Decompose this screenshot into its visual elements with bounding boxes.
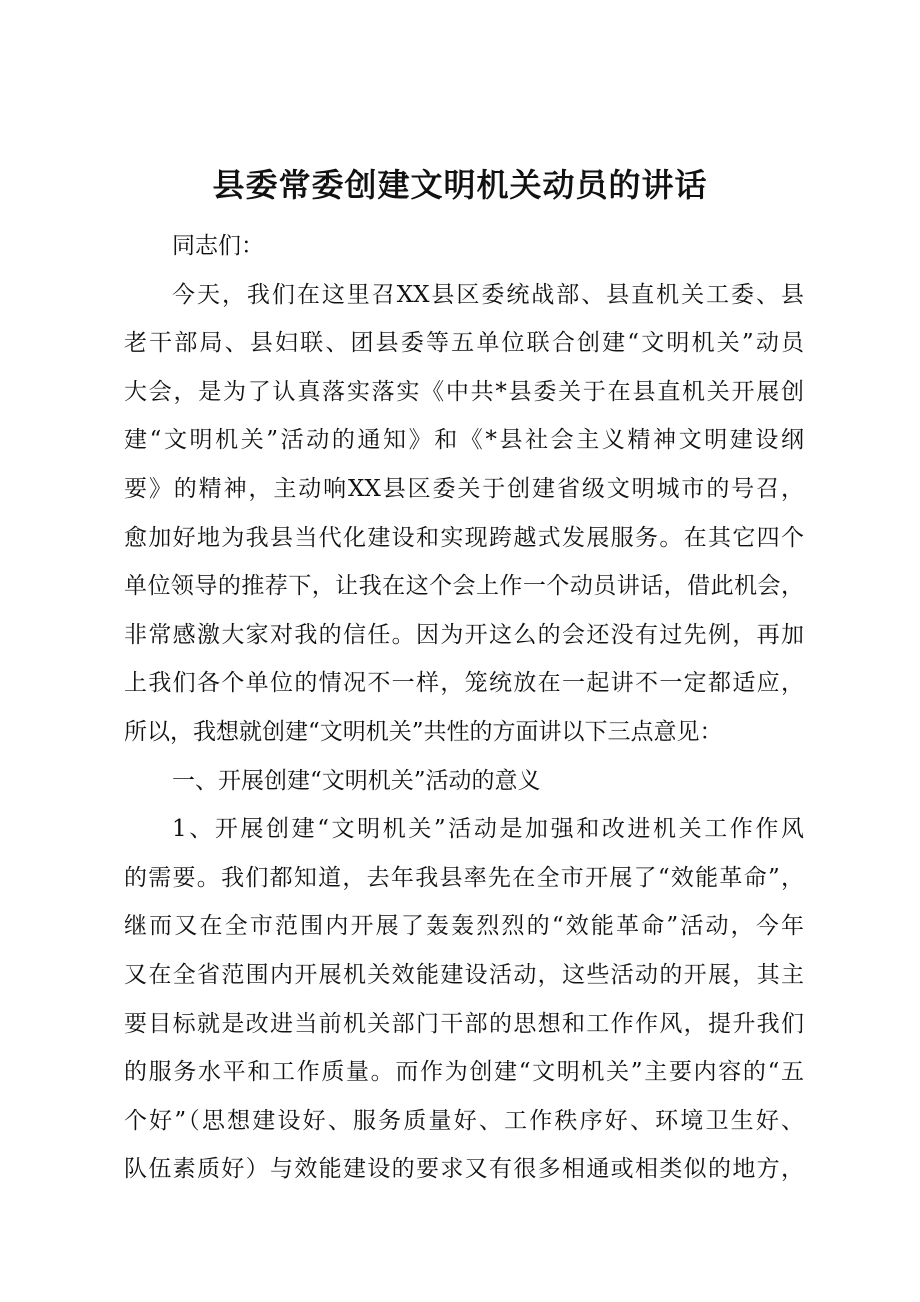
text-line: 个好”（思想建设好、服务质量好、工作秩序好、环境卫生好、 (124, 1107, 804, 1134)
text-line: 非常感激大家对我的信任。因为开这么的会还没有过先例，再加 (124, 621, 804, 648)
text-line: 上我们各个单位的情况不一样，笼统放在一起讲不一定都适应， (124, 670, 804, 697)
text-line: 同志们： (172, 233, 264, 259)
document-body (124, 222, 804, 1194)
text-line: 的需要。我们都知道，去年我县率先在全市开展了“效能革命”， (124, 864, 804, 891)
text-line: 今天，我们在这里召XX县区委统战部、县直机关工委、县 (172, 281, 804, 308)
text-line: 要目标就是改进当前机关部门干部的思想和工作作风，提升我们 (124, 1010, 804, 1037)
text-line: 队伍素质好）与效能建设的要求又有很多相通或相类似的地方， (124, 1156, 804, 1183)
text-line: 大会，是为了认真落实落实《中共*县委关于在县直机关开展创 (124, 378, 804, 405)
text-line: 愈加好地为我县当代化建设和实现跨越式发展服务。在其它四个 (124, 524, 804, 551)
text-line: 建“文明机关”活动的通知》和《*县社会主义精神文明建设纲 (124, 427, 804, 454)
document-title: 县委常委创建文明机关动员的讲话 (212, 166, 708, 204)
text-line: 单位领导的推荐下，让我在这个会上作一个动员讲话，借此机会， (124, 573, 804, 600)
text-line: 1、开展创建“文明机关”活动是加强和改进机关工作作风 (172, 816, 804, 843)
text-line: 要》的精神，主动响XX县区委关于创建省级文明城市的号召， (124, 475, 804, 502)
text-line: 又在全省范围内开展机关效能建设活动，这些活动的开展，其主 (124, 961, 804, 988)
text-line: 继而又在全市范围内开展了轰轰烈烈的“效能革命”活动，今年 (124, 913, 804, 940)
text-line: 一、开展创建“文明机关”活动的意义 (172, 767, 541, 794)
text-line: 老干部局、县妇联、团县委等五单位联合创建“文明机关”动员 (124, 330, 804, 357)
text-line: 的服务水平和工作质量。而作为创建“文明机关”主要内容的“五 (124, 1059, 804, 1086)
text-line: 所以，我想就创建“文明机关”共性的方面讲以下三点意见： (124, 718, 723, 745)
